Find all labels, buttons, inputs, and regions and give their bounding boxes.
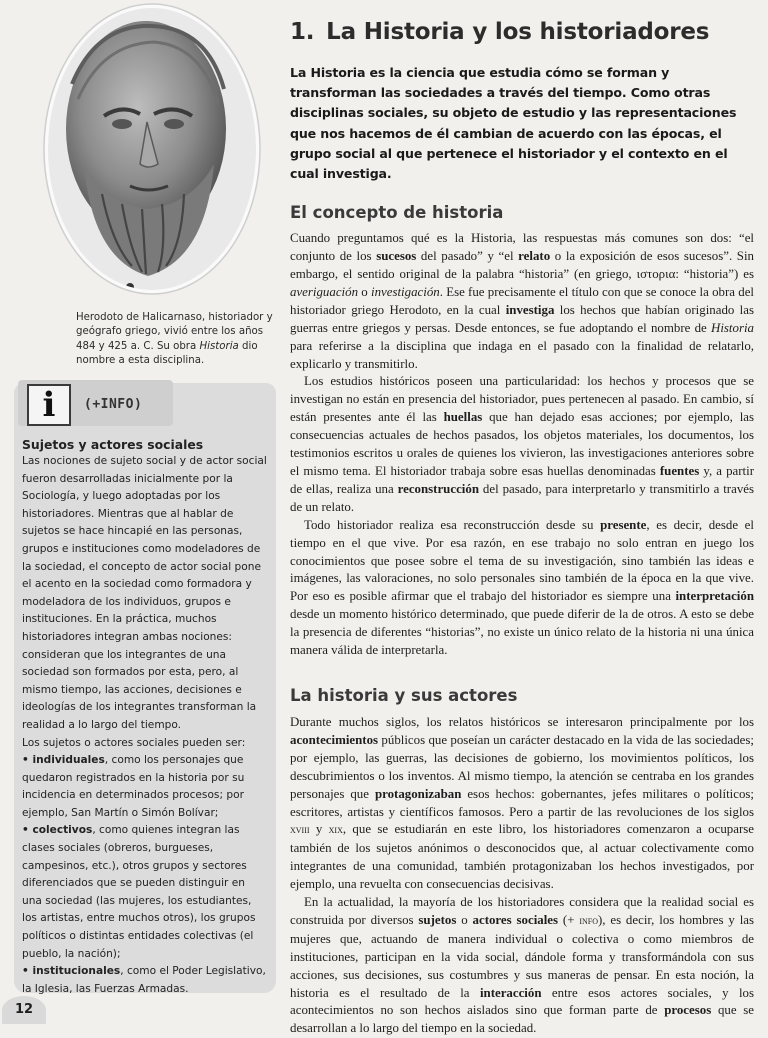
caption-text-end: dio nombre a esta disciplina. — [76, 340, 258, 366]
emphasis-italic: averiguación — [290, 284, 359, 299]
info-list-item-individuales — [22, 752, 268, 822]
text-run: del pasado, para interpretarlo y transmitirlo a través de un relato. — [290, 481, 755, 514]
info-item-text: , como quienes integran las clases sociales (obreros, burgueses, campesinos, etc.), otros grupos y sectores diferenciados que se pueden distinguir en una sociedad (las mujeres, los estudiantes, los artistas, entre muchos otros), los grupos políticos o distintas entidades colectivas (el pueblo, la nación); — [22, 824, 256, 960]
emphasis-bold: interpretación — [675, 589, 754, 604]
info-body — [22, 436, 268, 998]
emphasis-bold: sujetos — [418, 912, 457, 927]
herodotus-bust-image — [42, 4, 264, 300]
text-run: . Ese fue precisamente el título con que se conoce la obra del historiador griego Herodoto, en la cual — [290, 284, 754, 317]
text-run: para referirse a la disciplina que indaga en el pasado con la finalidad de relatarlo, explicarlo y transmitirlo. — [290, 338, 754, 371]
main-column — [290, 10, 754, 1038]
info-item-label: • institucionales — [22, 965, 121, 978]
section-body-concepto — [290, 230, 754, 660]
emphasis-bold: fuentes — [659, 464, 700, 478]
info-title: Sujetos y actores sociales — [22, 437, 204, 452]
text-run: , que se estudiarán en este libro, los historiadores comenzaron a ocuparse también de los sujetos anónimos o desconocidos que, al actuar colectivamente como integrantes de una comunidad, también protagonizaban los hechos investigados, por ejemplo, una revuelta con consecuencias decisivas. — [290, 822, 754, 892]
text-run: del pasado” y “el — [416, 249, 519, 264]
caption-text: Herodoto de Halicarnaso, historiador y geógrafo griego, vivió entre los años 484 y 425 a. C. Su obra — [76, 312, 273, 352]
body-paragraph — [290, 517, 754, 660]
text-run: o — [456, 912, 473, 927]
info-list-item-institucionales — [22, 963, 268, 998]
text-run: , es decir, desde el tiempo en el que vive. Por esa razón, en ese trabajo no solo entran en juego los conocimientos que posee sobre el tema de su investigación, sino también las ideas e imágenes, las valoraciones, no solo personales sino también de la época en la que vive. Por eso es posible afirmar que el trabajo del historiador es siempre una — [290, 517, 754, 604]
emphasis-bold: actores sociales — [472, 912, 559, 927]
emphasis-bold: investiga — [505, 302, 555, 317]
text-run: los hechos que habían originado las guerras entre griegos y persas. Desde entonces, se fue adoptando el nombre de — [290, 302, 755, 335]
info-list-intro: Los sujetos o actores sociales pueden ser: — [22, 736, 246, 749]
chapter-title — [290, 10, 754, 54]
text-run: Cuando preguntamos qué es la Historia, las respuestas más comunes son dos: “el conjunto de los — [290, 231, 754, 264]
body-paragraph — [290, 714, 754, 894]
text-run: o — [358, 284, 371, 299]
body-paragraph — [290, 230, 754, 373]
info-icon — [27, 384, 71, 426]
emphasis-bold: acontecimientos — [290, 732, 379, 747]
text-run: Todo historiador realiza esa reconstrucción desde su — [304, 517, 601, 532]
emphasis-italic: investigación — [370, 284, 440, 299]
text-run: que han dejado esas acciones; por ejemplo, las consecuencias actuales de hechos pasados, los objetos materiales, los documentos, los testimonios escritos u orales de quienes los vivieron, las investigaciones anteriores sobre el mismo tema. El historiador trabaja sobre esas huellas denominadas — [290, 410, 755, 478]
emphasis-bold: procesos — [664, 1003, 712, 1018]
info-item-label: • colectivos — [22, 824, 93, 837]
caption-italic-title: Historia — [199, 340, 239, 352]
info-item-text: , como el Poder Legislativo, la Iglesia, las Fuerzas Armadas. — [22, 965, 266, 995]
small-caps-text: info — [579, 914, 598, 927]
text-run: entre esos actores sociales, y los acontecimientos no son hechos aislados sino que forman parte de — [290, 985, 754, 1018]
small-caps-text: xix — [328, 824, 343, 837]
section-body-actores — [290, 714, 754, 1038]
emphasis-italic: Historia — [711, 320, 754, 335]
page-number: 12 — [2, 996, 46, 1024]
info-item-text: , como los personajes que quedaron registrados en la historia por su incidencia en determinados procesos; por ejemplo, San Martín o Simón Bolívar; — [22, 754, 245, 819]
info-paragraph: Las nociones de sujeto social y de actor social fueron desarrolladas inicialmente por la Sociología, y luego adoptadas por los historiadores. Mientras que al hablar de sujetos se hace hincapié en las personas, grupos e instituciones como modeladores de la sociedad, el concepto de actor social pone el acento en la sociedad como formadora y modeladora de los individuos, grupos e instituciones. En la práctica, muchos historiadores integran ambas nociones: consideran que los integrantes de una sociedad son formados por esta, pero, al mismo tiempo, las acciones, decisiones e ideologías de los integrantes transforman la realidad a lo largo del tiempo. — [22, 455, 267, 731]
herodotus-portrait — [42, 4, 264, 300]
info-tag: (+INFO) — [84, 397, 143, 412]
text-run: públicos que poseían un carácter destacado en la vida de las sociedades; por ejemplo, las guerras, las decisiones de gobierno, los movimientos políticos, los descubrimientos o los inventos. Al mismo tiempo, la atención se centraba en los grandes personajes que — [290, 732, 754, 801]
text-run: que se desarrollan a lo largo del tiempo en la sociedad. — [290, 1003, 754, 1036]
body-paragraph — [290, 894, 754, 1038]
emphasis-bold: presente — [600, 517, 647, 532]
emphasis-bold: sucesos — [376, 249, 417, 264]
text-run: y — [309, 822, 329, 837]
section-title-concepto: El concepto de historia — [290, 203, 504, 223]
text-run: desde un momento histórico determinado, que puede diferir de la de otros. A esto se debe la presencia de diferentes “historias”, no existe un único relato de la historia ni una única manera válida de interpretarla. — [290, 607, 754, 658]
body-paragraph — [290, 373, 754, 516]
text-run: ), es decir, los hombres y las mujeres que, actuando de manera individual o colectiva o como miembros de instituciones, participan en la vida social, dándole forma y transformándola con sus acciones, sus decisiones, sus costumbres y sus maneras de pensar. En esta noción, la historia es el resultado de la — [290, 912, 755, 1000]
emphasis-bold: relato — [518, 249, 551, 264]
info-list-item-colectivos — [22, 822, 268, 963]
chapter-lead: La Historia es la ciencia que estudia cómo se forman y transforman las sociedades a través del tiempo. Como otras disciplinas sociales, su objeto de estudio y las representaciones que nos hacemos de él cambian de acuerdo con las épocas, el grupo social al que pertenece el historiador y el contexto en el cual investiga. — [290, 65, 737, 182]
text-run: o la exposición de esos sucesos”. Sin embargo, el sentido original de la palabra “historia” (en griego, ιστορια: “historia”) es — [290, 249, 755, 282]
text-run: En la actualidad, la mayoría de los historiadores considera que la realidad social es construida por diversos — [290, 895, 754, 927]
info-icon-letter: i — [42, 385, 56, 425]
emphasis-bold: interacción — [479, 985, 542, 1000]
info-item-label: • individuales — [22, 754, 105, 767]
text-run: Los estudios históricos poseen una particularidad: los hechos y procesos que se investigan no están en presencia del historiador, pues pertenecen al pasado. En cambio, sí están presentes ante él las — [290, 374, 754, 425]
text-run: esos hechos: gobernantes, jefes militares o políticos; escritores, artistas y científicos famosos. Pero a partir de las revoluciones de los siglos — [290, 786, 754, 819]
emphasis-bold: protagonizaban — [374, 786, 462, 801]
portrait-caption — [76, 311, 276, 368]
emphasis-bold: reconstrucción — [397, 481, 479, 496]
small-caps-text: xviii — [290, 824, 310, 837]
text-run: y, a partir de ellas, realiza una — [290, 464, 755, 496]
text-run: (+ — [558, 912, 580, 927]
emphasis-bold: huellas — [443, 410, 483, 425]
chapter-title-text: La Historia y los historiadores — [326, 19, 710, 45]
chapter-number: 1. — [290, 19, 315, 45]
section-title-actores: La historia y sus actores — [290, 685, 518, 705]
text-run: Durante muchos siglos, los relatos históricos se interesaron principalmente por los — [290, 714, 754, 729]
